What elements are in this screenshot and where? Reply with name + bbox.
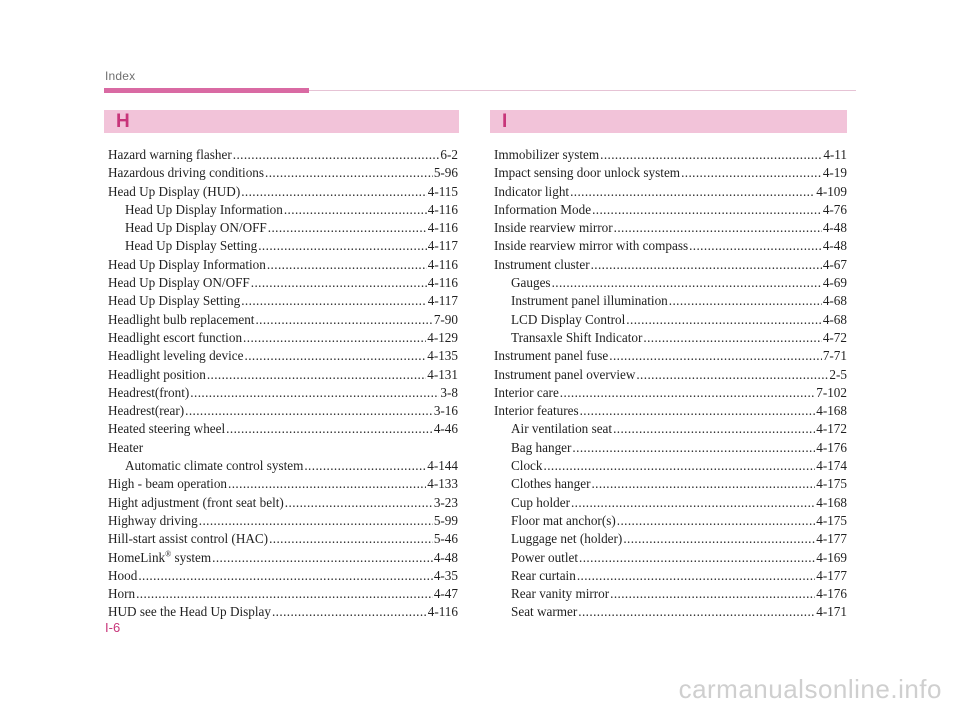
dot-leader [284, 201, 427, 219]
index-column-h [108, 146, 458, 622]
entry-label: Floor mat anchor(s) [511, 512, 616, 528]
i-index-entry [494, 585, 847, 603]
entry-label: High - beam operation [108, 476, 228, 492]
dot-leader [626, 311, 822, 329]
i-index-entry [494, 457, 847, 475]
entry-page-ref: 7-102 [816, 384, 847, 400]
entry-page-ref: 4-177 [816, 531, 847, 547]
dot-leader [207, 366, 426, 384]
entry-label: Headlight position [108, 366, 206, 382]
section-header-i [490, 110, 847, 133]
entry-page-ref: 6-2 [440, 147, 458, 162]
watermark-text: carmanualsonline.info [678, 674, 942, 704]
entry-label: Headlight leveling device [108, 348, 244, 364]
entry-label: Head Up Display Setting [108, 293, 241, 309]
entry-page-ref: 7-71 [822, 348, 847, 364]
entry-page-ref: 4-115 [427, 183, 458, 199]
entry-page-ref: 4-47 [433, 586, 458, 602]
entry-page-ref: 4-131 [427, 366, 458, 382]
i-index-entry [494, 384, 847, 402]
i-index-entry [494, 567, 847, 585]
i-index-entry [494, 219, 847, 237]
i-index-entry [494, 311, 847, 329]
entry-label: Headlight escort function [108, 329, 243, 345]
dot-leader [243, 329, 426, 347]
entry-page-ref: 4-172 [816, 421, 847, 437]
entry-page-ref: 4-72 [822, 329, 847, 345]
entry-label: Instrument cluster [494, 256, 590, 272]
entry-label: Hill-start assist control (HAC) [108, 531, 269, 547]
entry-label: Hazard warning flasher [108, 147, 232, 162]
h-index-entry [108, 457, 458, 475]
entry-page-ref: 4-116 [427, 220, 458, 236]
entry-label: Transaxle Shift Indicator [511, 329, 643, 345]
entry-page-ref: 7-90 [433, 311, 458, 327]
entry-page-ref: 4-48 [433, 549, 458, 565]
h-index-entry [108, 237, 458, 255]
i-index-entry [494, 164, 847, 182]
entry-page-ref: 4-171 [816, 604, 847, 620]
entry-page-ref: 4-69 [822, 275, 847, 291]
dot-leader [251, 274, 427, 292]
page-number: I-6 [105, 620, 121, 635]
entry-page-ref: 4-35 [433, 567, 458, 583]
h-index-entry [108, 201, 458, 219]
dot-leader [138, 567, 433, 585]
entry-page-ref: 4-19 [822, 165, 847, 181]
dot-leader [613, 420, 815, 438]
i-index-entry [494, 420, 847, 438]
section-header-h [104, 110, 459, 133]
entry-page-ref: 4-169 [816, 549, 847, 565]
h-index-entry [108, 549, 458, 567]
h-index-entry [108, 402, 458, 420]
h-index-entry [108, 475, 458, 493]
entry-label: Interior care [494, 384, 559, 400]
entry-page-ref: 3-16 [433, 403, 458, 419]
dot-leader [304, 457, 426, 475]
page-header-title: Index [105, 69, 136, 83]
entry-page-ref: 4-176 [816, 586, 847, 602]
dot-leader [578, 603, 815, 621]
entry-page-ref: 4-116 [427, 201, 458, 217]
entry-page-ref: 4-168 [816, 494, 847, 510]
dot-leader [233, 146, 440, 164]
h-index-entry [108, 311, 458, 329]
h-index-entry [108, 329, 458, 347]
dot-leader [572, 439, 815, 457]
entry-label: Head Up Display ON/OFF [125, 220, 267, 236]
entry-page-ref: 4-116 [427, 604, 458, 620]
dot-leader [560, 384, 815, 402]
entry-page-ref: 2-5 [829, 366, 847, 382]
entry-label: Horn [108, 586, 136, 602]
entry-page-ref: 4-11 [823, 147, 847, 162]
entry-label: Immobilizer system [494, 147, 600, 162]
entry-label: Power outlet [511, 549, 579, 565]
dot-leader [571, 494, 815, 512]
h-index-entry [108, 530, 458, 548]
registered-mark: ® [165, 549, 172, 559]
dot-leader [212, 549, 433, 567]
dot-leader [643, 329, 821, 347]
dot-leader [544, 457, 816, 475]
h-index-entry [108, 164, 458, 182]
dot-leader [592, 201, 822, 219]
dot-leader [591, 256, 822, 274]
entry-label: Impact sensing door unlock system [494, 165, 681, 181]
dot-leader [245, 347, 427, 365]
h-index-entry [108, 146, 458, 164]
dot-leader [258, 237, 426, 255]
h-index-entry [108, 439, 458, 457]
entry-page-ref: 4-116 [427, 256, 458, 272]
entry-label: Air ventilation seat [511, 421, 613, 437]
entry-label: Cup holder [511, 494, 570, 510]
entry-label: Head Up Display ON/OFF [108, 275, 250, 291]
entry-label: Headlight bulb replacement [108, 311, 255, 327]
i-index-entry [494, 439, 847, 457]
dot-leader [689, 237, 822, 255]
entry-label: HUD see the Head Up Display [108, 604, 271, 620]
entry-page-ref: 4-76 [822, 201, 847, 217]
entry-label: Inside rearview mirror with compass [494, 238, 689, 254]
dot-leader [681, 164, 822, 182]
h-index-entry [108, 256, 458, 274]
dot-leader [623, 530, 815, 548]
entry-label: Highway driving [108, 512, 198, 528]
h-index-entry [108, 366, 458, 384]
dot-leader [185, 402, 433, 420]
entry-page-ref: 4-135 [427, 348, 458, 364]
i-index-entry [494, 256, 847, 274]
dot-leader [267, 256, 427, 274]
dot-leader [269, 530, 433, 548]
entry-label: Head Up Display Information [108, 256, 266, 272]
entry-label: Information Mode [494, 201, 592, 217]
entry-label: Instrument panel illumination [511, 293, 668, 309]
entry-label: Automatic climate control system [125, 458, 304, 474]
entry-page-ref: 5-46 [433, 531, 458, 547]
i-index-entry [494, 512, 847, 530]
dot-leader [580, 402, 816, 420]
i-index-entry [494, 347, 847, 365]
dot-leader [636, 366, 828, 384]
entry-page-ref: 4-175 [816, 512, 847, 528]
i-index-entry [494, 201, 847, 219]
entry-label: Instrument panel fuse [494, 348, 609, 364]
entry-page-ref: 5-99 [433, 512, 458, 528]
entry-label: Head Up Display Information [125, 201, 283, 217]
entry-page-ref: 4-144 [427, 458, 458, 474]
dot-leader [136, 585, 433, 603]
entry-label: Head Up Display (HUD) [108, 183, 241, 199]
dot-leader [226, 420, 433, 438]
i-index-entry [494, 274, 847, 292]
entry-label: Clock [511, 458, 543, 474]
entry-page-ref: 4-177 [816, 567, 847, 583]
dot-leader [577, 567, 815, 585]
entry-page-ref: 4-117 [427, 293, 458, 309]
h-index-entry [108, 183, 458, 201]
dot-leader [228, 475, 426, 493]
entry-label: Hood [108, 567, 138, 583]
entry-label: Indicator light [494, 183, 570, 199]
entry-page-ref: 4-133 [427, 476, 458, 492]
dot-leader [552, 274, 822, 292]
entry-label: Hazardous driving conditions [108, 165, 265, 181]
entry-label: Head Up Display Setting [125, 238, 258, 254]
section-letter-i: I [502, 111, 508, 132]
i-index-entry [494, 530, 847, 548]
i-index-entry [494, 292, 847, 310]
i-index-entry [494, 146, 847, 164]
dot-leader [600, 146, 822, 164]
index-column-i [494, 146, 847, 622]
entry-label: Rear vanity mirror [511, 586, 610, 602]
entry-page-ref: 4-67 [822, 256, 847, 272]
entry-label: Heater [108, 439, 144, 455]
i-index-entry [494, 494, 847, 512]
dot-leader [610, 585, 815, 603]
entry-label: Luggage net (holder) [511, 531, 623, 547]
dot-leader [609, 347, 822, 365]
entry-page-ref: 4-168 [816, 403, 847, 419]
dot-leader [241, 183, 427, 201]
header-accent-bar [104, 88, 309, 93]
entry-page-ref: 4-175 [816, 476, 847, 492]
dot-leader [241, 292, 426, 310]
header-divider-line [309, 90, 856, 91]
h-index-entry [108, 585, 458, 603]
entry-label: Heated steering wheel [108, 421, 226, 437]
dot-leader [190, 384, 439, 402]
dot-leader [579, 549, 815, 567]
h-index-entry [108, 384, 458, 402]
entry-page-ref: 5-96 [433, 165, 458, 181]
entry-page-ref: 4-174 [816, 458, 847, 474]
i-index-entry [494, 475, 847, 493]
entry-page-ref: 3-8 [440, 384, 458, 400]
entry-label: Rear curtain [511, 567, 576, 583]
i-index-entry [494, 366, 847, 384]
entry-label: Instrument panel overview [494, 366, 636, 382]
h-index-entry [108, 567, 458, 585]
h-index-entry [108, 512, 458, 530]
i-index-entry [494, 402, 847, 420]
h-index-entry [108, 603, 458, 621]
entry-label: Seat warmer [511, 604, 578, 620]
entry-label: Interior features [494, 403, 579, 419]
entry-page-ref: 4-48 [822, 220, 847, 236]
dot-leader [285, 494, 433, 512]
dot-leader [272, 603, 427, 621]
h-index-entry [108, 219, 458, 237]
i-index-entry [494, 329, 847, 347]
dot-leader [265, 164, 433, 182]
h-index-entry [108, 292, 458, 310]
dot-leader [570, 183, 815, 201]
entry-page-ref: 4-68 [822, 311, 847, 327]
entry-page-ref: 4-46 [433, 421, 458, 437]
dot-leader [617, 512, 815, 530]
section-letter-h: H [116, 111, 130, 132]
entry-page-ref: 4-117 [427, 238, 458, 254]
entry-label: LCD Display Control [511, 311, 626, 327]
i-index-entry [494, 603, 847, 621]
entry-page-ref: 4-68 [822, 293, 847, 309]
entry-page-ref: 4-176 [816, 439, 847, 455]
dot-leader [199, 512, 433, 530]
entry-page-ref: 4-116 [427, 275, 458, 291]
h-index-entry [108, 494, 458, 512]
entry-label: Headrest(front) [108, 384, 190, 400]
dot-leader [255, 311, 432, 329]
entry-label: HomeLink® system [108, 549, 212, 565]
entry-page-ref: 3-23 [433, 494, 458, 510]
entry-label: Hight adjustment (front seat belt) [108, 494, 284, 510]
entry-label: Inside rearview mirror [494, 220, 613, 236]
dot-leader [669, 292, 822, 310]
h-index-entry [108, 274, 458, 292]
i-index-entry [494, 549, 847, 567]
i-index-entry [494, 237, 847, 255]
entry-label: Clothes hanger [511, 476, 591, 492]
dot-leader [268, 219, 427, 237]
entry-label: Gauges [511, 275, 551, 291]
entry-label: Bag hanger [511, 439, 572, 455]
entry-label: Headrest(rear) [108, 403, 185, 419]
entry-page-ref: 4-48 [822, 238, 847, 254]
entry-page-ref: 4-109 [816, 183, 847, 199]
dot-leader [614, 219, 822, 237]
i-index-entry [494, 183, 847, 201]
dot-leader [591, 475, 815, 493]
entry-page-ref: 4-129 [427, 329, 458, 345]
h-index-entry [108, 347, 458, 365]
h-index-entry [108, 420, 458, 438]
